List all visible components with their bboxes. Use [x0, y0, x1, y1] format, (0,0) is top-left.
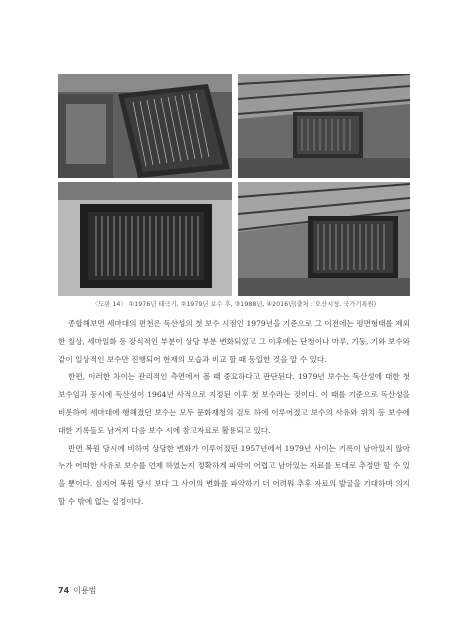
photo-1988-signboard [58, 182, 232, 296]
paragraph-2: 한편, 이러한 차이는 관리적인 측면에서 볼 때 중요하다고 판단된다. 1979년 보수는 독산성에 대한 첫 보수임과 동시에 독산성이 1964년 사적으로 지정된 이후 첫 보수라는 것이다. 이 때를 기준으로 독산성을 비롯하여 세마대에 행해졌던 보수는 모두 문화재청의 검토 하에 이루어졌고 보수의 사유와 위치 등 보수에 대한 기록들도 남겨져 다음 보수 시에 참고자료로 활용되고 있다. [58, 372, 410, 435]
paragraph-1: 종합해보면 세마대의 편천은 독산성의 첫 보수 시점인 1979년을 기준으로 그 이전에는 평면형태를 제외한 칠상, 세마일화 등 장식적인 부분이 상당 부분 변화되었고 그 이후에는 단청이나 마루, 기둥, 기와 보수와 같이 일상적인 보수만 진행되어 현재의 모습과 비교 할 때 동일한 것을 알 수 있다. [58, 319, 410, 364]
photo-1979-ceiling [238, 74, 410, 178]
photo-1976-signboard [58, 74, 232, 178]
photo-1988-graphic [58, 182, 232, 296]
photo-2016-ceiling [238, 182, 410, 296]
body-text [58, 315, 410, 511]
photo-1979-graphic [238, 74, 410, 178]
figure-caption: 〈도판 14〉 ①1976년 태극기, ②1979년 보수 후, ③1988년, ④2016년(출처 : 오산시청, 국가기록원) [91, 301, 377, 308]
paragraph-3: 반면 복원 당시에 비하여 상당한 변화가 이루어졌던 1957년에서 1979년 사이는 기록이 남아있지 않아 누가 어떠한 사유로 보수를 언제 하였는지 정확하게 파악이 어렵고 남아있는 자료를 토대로 추정만 할 수 있을 뿐이다. 심지어 복원 당시 보다 그 사이의 변화를 파악하기 더 어려워 추후 자료의 발굴을 기대하며 의지 할 수 밖에 없는 실정이다. [58, 443, 410, 506]
photo-2016-graphic [238, 182, 410, 296]
page-number: 74 [58, 586, 70, 595]
page-footer [58, 585, 96, 596]
photo-1976-graphic [58, 74, 232, 178]
author-name: 이용범 [73, 586, 97, 595]
